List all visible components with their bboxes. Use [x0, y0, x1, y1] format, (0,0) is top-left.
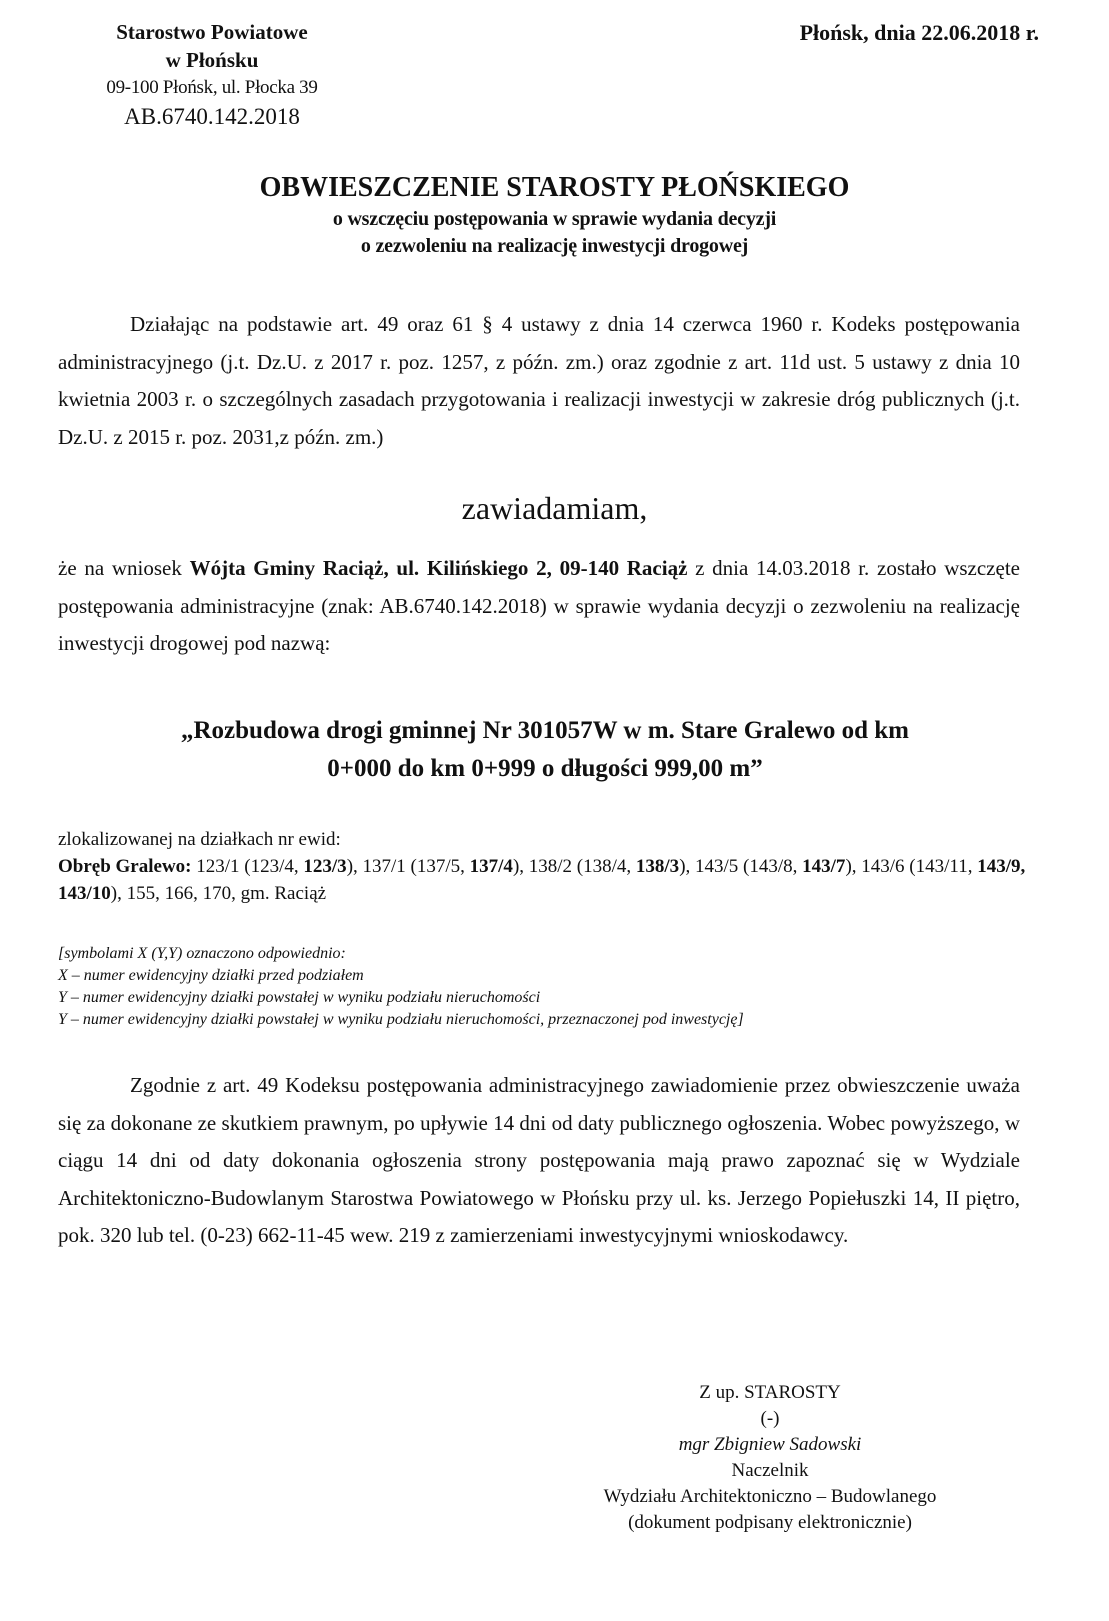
plot-number-text: 123/1 (123/4, [191, 856, 304, 877]
document-subtitle-line1: o wszczęciu postępowania w sprawie wydania decyzji [332, 208, 777, 230]
legend-line: Y – numer ewidencyjny działki powstałej w wyniku podziału nieruchomości [58, 989, 541, 1006]
plot-number-investment: 137/4 [469, 856, 513, 877]
signatory-position: Naczelnik [731, 1460, 809, 1481]
place-date: Płońsk, dnia 22.06.2018 r. [799, 20, 1039, 45]
document-title: OBWIESZCZENIE STAROSTY PŁOŃSKIEGO [259, 172, 850, 203]
plot-number-text: ), 143/5 (143/8, [679, 856, 803, 877]
plot-number-text: ), 137/1 (137/5, [346, 856, 470, 877]
sender-name-line2: w Płońsku [165, 48, 259, 72]
plot-number-investment: 123/3 [303, 856, 347, 877]
plot-numbers [58, 856, 1025, 904]
plot-number-text: ), 155, 166, 170, gm. Raciąż [110, 883, 327, 904]
legal-basis-text: Działając na podstawie art. 49 oraz 61 § 4 ustawy z dnia 14 czerwca 1960 r. Kodeks postępowania administracyjnego (j.t. Dz.U. z 2017 r. poz. 1257, z późn. zm.) oraz zgodnie z art. 11d ust. 5 ustawy z dnia 10 kwietnia 2003 r. o szczególnych zasadach przygotowania i realizacji inwestycji w zakresie dróg publicznych (j.t. Dz.U. z 2015 r. poz. 2031,z późn. zm.) [58, 312, 1020, 449]
sender-address: 09-100 Płońsk, ul. Płocka 39 [106, 77, 318, 98]
legend-line: X – numer ewidencyjny działki przed podziałem [58, 967, 364, 984]
document-subtitle-line2: o zezwoleniu na realizację inwestycji drogowej [360, 235, 749, 257]
project-name [80, 712, 1010, 788]
case-number: AB.6740.142.2018 [124, 104, 300, 129]
plot-number-text: ), 138/2 (138/4, [512, 856, 636, 877]
sender-block [62, 18, 362, 132]
precinct-label: Obręb Gralewo: [58, 856, 192, 877]
plot-number-investment: 138/3 [635, 856, 680, 877]
legal-basis-paragraph [58, 306, 1020, 456]
plots-block [58, 826, 1038, 907]
signatory-department: Wydziału Architektoniczno – Budowlanego [603, 1486, 937, 1507]
project-name-line1: „Rozbudowa drogi gminnej Nr 301057W w m. Stare Gralewo od km [180, 717, 910, 744]
plots-intro: zlokalizowanej na działkach nr ewid: [58, 829, 341, 850]
inform-word: zawiadamiam, [461, 490, 648, 526]
application-prefix: że na wniosek [58, 556, 190, 580]
plot-number-investment: 143/7 [802, 856, 846, 877]
signature-block [560, 1380, 980, 1536]
sender-name-line1: Starostwo Powiatowe [116, 20, 308, 44]
symbol-legend [58, 943, 1038, 1031]
application-paragraph [58, 550, 1020, 663]
legend-line: Y – numer ewidencyjny działki powstałej w wyniku podziału nieruchomości, przeznaczonej pod inwestycję] [58, 1011, 744, 1028]
electronic-signature-note: (dokument podpisany elektronicznie) [628, 1512, 912, 1533]
project-name-line2: 0+000 do km 0+999 o długości 999,00 m” [327, 755, 763, 782]
applicant-name: Wójta Gminy Raciąż, ul. Kilińskiego 2, 09-140 Raciąż [189, 556, 688, 580]
plot-number-text: ), 143/6 (143/11, [845, 856, 978, 877]
plot-number-investment: 143/9, 143/10 [58, 856, 1026, 904]
plots-list [58, 853, 1038, 907]
document-title-block [0, 170, 1109, 260]
signatory-name: mgr Zbigniew Sadowski [678, 1434, 862, 1455]
signature-mark: (-) [760, 1408, 780, 1429]
notice-paragraph [58, 1067, 1020, 1255]
application-suffix: z dnia 14.03.2018 r. zostało wszczęte postępowania administracyjne (znak: AB.6740.142.2018) w sprawie wydania decyzji o zezwoleniu na realizację inwestycji drogowej pod nazwą: [58, 556, 1020, 655]
legend-line: [symbolami X (Y,Y) oznaczono odpowiednio: [58, 945, 346, 962]
notice-text: Zgodnie z art. 49 Kodeksu postępowania administracyjnego zawiadomienie przez obwieszczenie uważa się za dokonane ze skutkiem prawnym, po upływie 14 dni od daty publicznego ogłoszenia. Wobec powyższego, w ciągu 14 dni od daty dokonania ogłoszenia strony postępowania mają prawo zapoznać się w Wydziale Architektoniczno-Budowlanym Starostwa Powiatowego w Płońsku przy ul. ks. Jerzego Popiełuszki 14, II piętro, pok. 320 lub tel. (0-23) 662-11-45 wew. 219 z zamierzeniami inwestycyjnymi wnioskodawcy. [58, 1073, 1020, 1247]
signature-authority: Z up. STAROSTY [699, 1382, 841, 1403]
